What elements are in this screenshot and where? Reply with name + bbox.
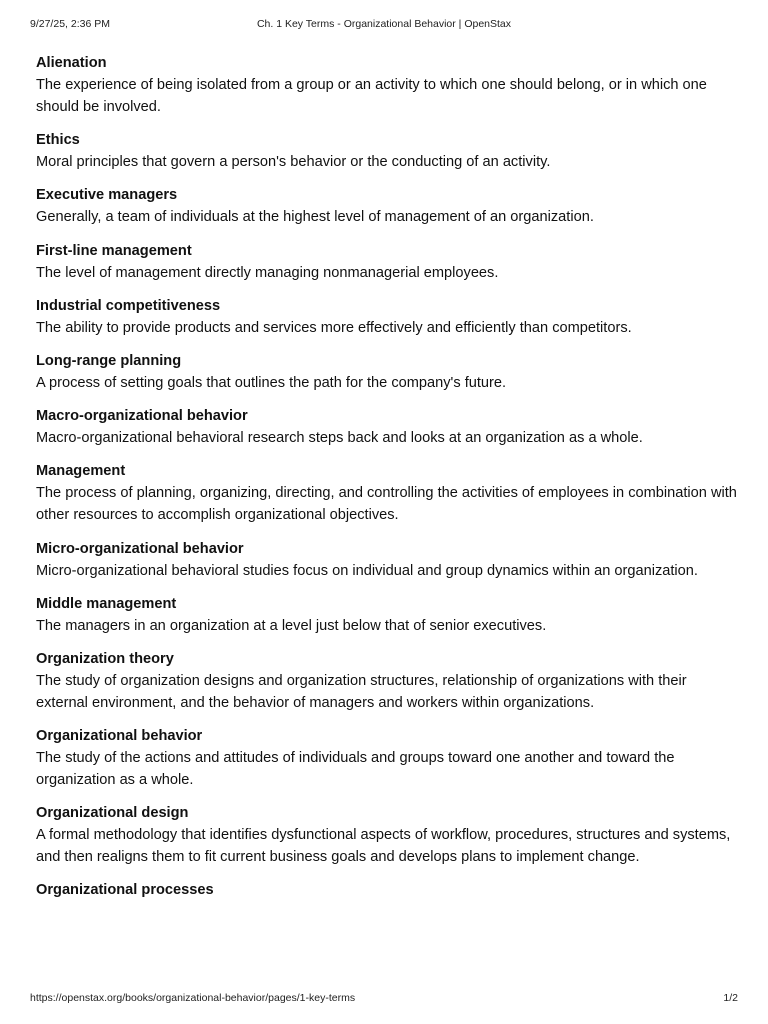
glossary-entry — [36, 461, 741, 526]
term-definition: The process of planning, organizing, directing, and controlling the activities of employees in combination with other resources to accomplish organizational objectives. — [36, 485, 737, 524]
term-definition: The managers in an organization at a level just below that of senior executives. — [36, 617, 547, 634]
term-heading: Organizational behavior — [36, 728, 203, 745]
term-heading: Middle management — [36, 595, 177, 612]
term-definition: The study of the actions and attitudes of individuals and groups toward one another and toward the organization as a whole. — [36, 750, 675, 789]
term-definition: Micro-organizational behavioral studies focus on individual and group dynamics within an organization. — [36, 562, 698, 579]
glossary-entry — [36, 296, 741, 339]
term-definition: The experience of being isolated from a group or an activity to which one should belong, or in which one should be involved. — [36, 77, 707, 115]
term-heading: Ethics — [36, 132, 80, 149]
page-title: Ch. 1 Key Terms - Organizational Behavior | OpenStax — [256, 18, 512, 30]
term-definition: Generally, a team of individuals at the highest level of management of an organization. — [36, 209, 594, 226]
print-timestamp: 9/27/25, 2:36 PM — [30, 18, 110, 30]
term-heading: Organizational processes — [36, 882, 214, 899]
term-definition: The level of management directly managing nonmanagerial employees. — [36, 264, 499, 281]
term-definition: A process of setting goals that outlines the path for the company's future. — [36, 374, 507, 391]
glossary-entry — [36, 130, 741, 173]
term-heading: Industrial competitiveness — [36, 297, 221, 314]
term-heading: Alienation — [36, 55, 107, 71]
glossary-entry — [36, 539, 741, 582]
glossary-entry — [36, 351, 741, 394]
print-footer — [30, 992, 738, 1008]
page-url: https://openstax.org/books/organizational-behavior/pages/1-key-terms — [30, 992, 356, 1004]
glossary-entry — [36, 594, 741, 637]
term-definition: Moral principles that govern a person's behavior or the conducting of an activity. — [36, 154, 551, 171]
term-heading: Micro-organizational behavior — [36, 540, 244, 557]
glossary-entry — [36, 880, 741, 901]
page-number: 1/2 — [723, 992, 738, 1004]
glossary-entry — [36, 241, 741, 284]
glossary-entry — [36, 726, 741, 791]
term-heading: First-line management — [36, 242, 192, 259]
key-terms-glossary — [36, 53, 741, 914]
term-definition: A formal methodology that identifies dysfunctional aspects of workflow, procedures, structures and systems, and then realigns them to fit current business goals and develops plans to implement change. — [36, 827, 731, 866]
term-heading: Organization theory — [36, 650, 174, 667]
glossary-entry — [36, 185, 741, 228]
term-heading: Management — [36, 463, 126, 480]
print-header — [30, 18, 738, 34]
term-definition: Macro-organizational behavioral research steps back and looks at an organization as a whole. — [36, 430, 643, 447]
glossary-entry — [36, 406, 741, 449]
glossary-entry — [36, 649, 741, 714]
term-definition: The ability to provide products and services more effectively and efficiently than competitors. — [36, 319, 632, 336]
term-heading: Long-range planning — [36, 352, 182, 369]
term-heading: Macro-organizational behavior — [36, 408, 248, 425]
term-heading: Organizational design — [36, 805, 189, 822]
glossary-entry — [36, 803, 741, 868]
term-heading: Executive managers — [36, 187, 178, 204]
term-definition: The study of organization designs and organization structures, relationship of organizations with their external environment, and the behavior of managers and workers within organizations. — [36, 672, 687, 711]
glossary-entry — [36, 53, 741, 118]
